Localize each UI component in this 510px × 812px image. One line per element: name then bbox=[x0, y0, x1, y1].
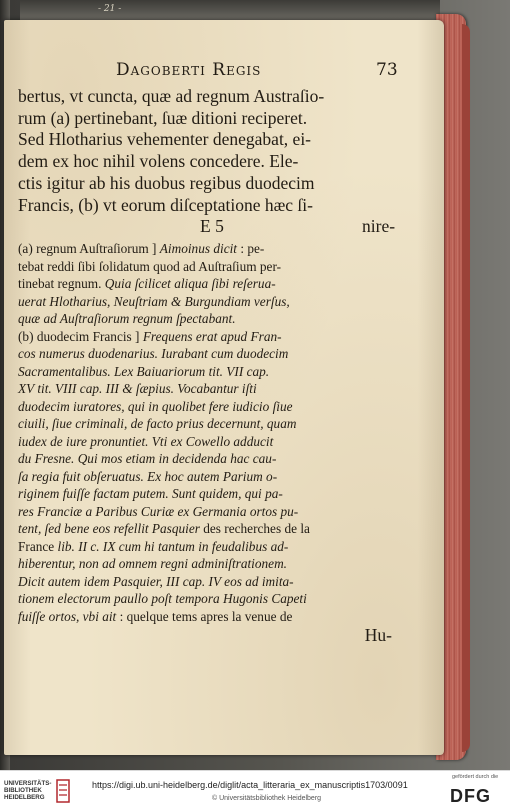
footnote-line bbox=[18, 258, 398, 276]
main-line: ctis igitur ab his duobus regibus duodecim bbox=[18, 172, 315, 193]
footnote-line bbox=[18, 293, 398, 311]
footnote-line bbox=[18, 310, 398, 328]
ub-heidelberg-logo[interactable] bbox=[4, 777, 84, 807]
footnote-line bbox=[18, 608, 398, 626]
main-line: Sed Hlotharius vehementer denegabat, ei- bbox=[18, 129, 312, 150]
footnote-line bbox=[18, 485, 398, 503]
footnote-italic-text: Frequens erat apud Fran- bbox=[142, 328, 282, 344]
footnote-roman-text: (a) regnum Auſtraſiorum ] bbox=[18, 241, 160, 257]
footnote-line bbox=[18, 275, 398, 293]
footnote-italic-text: du Fresne. Qui mos etiam in decidenda hac cau- bbox=[18, 451, 277, 467]
footnote-line bbox=[18, 503, 398, 521]
footnote-italic-text: hiberentur, non ad omnem regni adminiſtrationem. bbox=[18, 556, 287, 572]
footnote-italic-text: ſa regia fuit obſeruatus. Ex hoc autem Parium o- bbox=[18, 468, 278, 484]
footnote-italic-text: XV tit. VIII cap. III & ſæpius. Vocabantur iſti bbox=[18, 381, 257, 397]
footnote-italic-text: duodecim iuratores, qui in quolibet fere iudicio ſiue bbox=[18, 398, 293, 414]
signature-line bbox=[18, 216, 398, 238]
footnote-italic-text: res Franciæ a Paribus Curiæ ex Germania ortos pu- bbox=[18, 503, 299, 519]
footnote-line bbox=[18, 573, 398, 591]
footnote-italic-text: Dicit autem idem Pasquier, III cap. IV eos ad imita- bbox=[18, 573, 294, 589]
footnote-italic-text: tent, ſed bene eos refellit Pasquier bbox=[18, 521, 204, 537]
signature-mark: E 5 bbox=[200, 216, 224, 237]
previous-page-text: - 21 - bbox=[98, 4, 122, 14]
footnote-line bbox=[18, 398, 398, 416]
library-logo-icon bbox=[56, 779, 70, 803]
footnote-italic-text: ciuili, ſiue criminali, de facto prius decernunt, quam bbox=[18, 416, 297, 432]
footnote-italic-text: uerat Hlotharius, Neuſtriam & Burgundiam verſus, bbox=[18, 293, 290, 309]
main-line: dem ex hoc nihil volens concedere. Ele- bbox=[18, 151, 299, 172]
footnote-line bbox=[18, 345, 398, 363]
footnote-line bbox=[18, 363, 398, 381]
dfg-logo[interactable] bbox=[450, 774, 506, 808]
copyright-text: © Universitätsbibliothek Heidelberg bbox=[212, 795, 322, 802]
main-line: rum (a) pertinebant, ſuæ ditioni reciperet. bbox=[18, 107, 308, 128]
footnote-line bbox=[18, 450, 398, 468]
footnote-italic-text: riginem fuiſſe factam putem. Sunt quidem, qui pa- bbox=[18, 486, 283, 502]
footnote-rest-text: : quelque tems apres la venue de bbox=[116, 608, 293, 624]
footnote-rest-text: des recherches de la bbox=[203, 521, 310, 537]
footnote-line bbox=[18, 380, 398, 398]
dfg-funding-text: gefördert durch die bbox=[452, 774, 499, 780]
footnote-italic-text: tionem electorum paullo poſt tempora Hugonis Capeti bbox=[18, 591, 307, 607]
page-text-block bbox=[18, 60, 398, 647]
main-line: bertus, vt cuncta, quæ ad regnum Austraſio- bbox=[18, 86, 325, 106]
footnote-line bbox=[18, 590, 398, 608]
page-header bbox=[18, 60, 398, 86]
previous-page-strip bbox=[20, 0, 440, 22]
logo-text: UNIVERSITÄTS- BIBLIOTHEK HEIDELBERG bbox=[4, 780, 52, 802]
footnote-line bbox=[18, 468, 398, 486]
footnotes bbox=[18, 240, 398, 625]
footnote-italic-text: Aimoinus dicit bbox=[159, 241, 237, 257]
footnote-line bbox=[18, 328, 398, 346]
footnote-italic-text: lib. II c. IX cum hi tantum in feudalibus ad- bbox=[57, 538, 289, 554]
page-number: 73 bbox=[376, 60, 398, 80]
running-head: Dagoberti Regis bbox=[116, 60, 262, 80]
footnote-roman-text: (b) duodecim Francis ] bbox=[18, 328, 143, 344]
footnote-line bbox=[18, 240, 398, 258]
viewer-footer bbox=[0, 770, 510, 812]
footnote-line bbox=[18, 555, 398, 573]
catchword: nire- bbox=[362, 216, 396, 237]
footnote-rest-text: : pe- bbox=[237, 241, 265, 257]
footnote-roman-text: tinebat regnum. bbox=[18, 276, 105, 292]
footnote-roman-text: tebat reddi ſibi ſolidatum quod ad Auſtraſium per- bbox=[18, 258, 282, 274]
footnote-italic-text: Sacramentalibus. Lex Baiuariorum tit. VII cap. bbox=[18, 363, 270, 379]
main-text bbox=[18, 86, 398, 216]
bottom-catchword: Hu- bbox=[364, 625, 392, 646]
footnote-italic-text: quæ ad Auſtraſiorum regnum ſpectabant. bbox=[18, 311, 236, 327]
page-url-link[interactable]: https://digi.ub.uni-heidelberg.de/diglit/acta_litteraria_ex_manuscriptis1703/0091 bbox=[92, 780, 408, 790]
footnote-italic-text: fuiſſe ortos, vbi ait bbox=[18, 608, 117, 624]
dfg-mark: DFG bbox=[450, 786, 491, 806]
footnote-line bbox=[18, 415, 398, 433]
footnote-italic-text: iudex de iure pronuntiet. Vti ex Cowello adducit bbox=[18, 433, 274, 449]
footnote-italic-text: cos numerus duodenarius. Iurabant cum duodecim bbox=[18, 346, 289, 362]
footnote-line bbox=[18, 433, 398, 451]
footnote-italic-text: Quia ſcilicet aliqua ſibi reſerua- bbox=[104, 276, 276, 292]
red-page-edges-back bbox=[462, 24, 470, 752]
footnote-line bbox=[18, 520, 398, 538]
footnote-roman-text: France bbox=[18, 538, 58, 554]
main-line: Francis, (b) vt eorum diſceptatione hæc ſi- bbox=[18, 194, 313, 215]
footnote-line bbox=[18, 538, 398, 556]
